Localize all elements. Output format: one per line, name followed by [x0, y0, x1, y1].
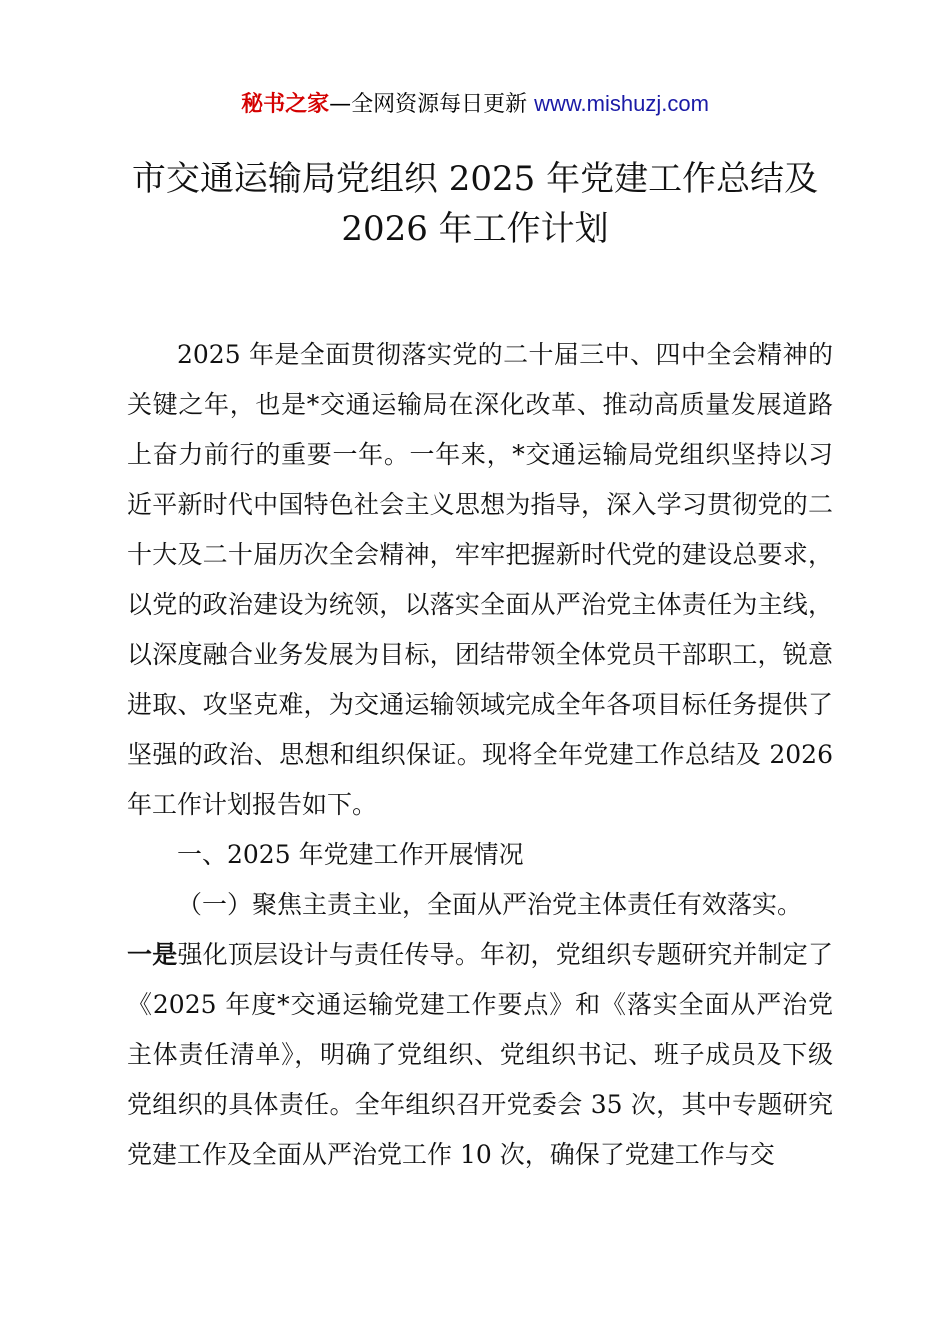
document-title [100, 154, 850, 254]
document-body [127, 330, 833, 1180]
brand-name: 秘书之家 [241, 92, 330, 117]
subsection-heading: （一）聚焦主责主业，全面从严治党主体责任有效落实。 [177, 890, 803, 919]
title-line-1: 市交通运输局党组织 2025 年党建工作总结及 [131, 159, 819, 199]
site-header [0, 88, 950, 121]
site-url-link[interactable]: www.mishuzj.com [534, 91, 709, 116]
title-line-2: 2026 年工作计划 [341, 209, 609, 249]
item-lead: 一是 [127, 940, 178, 969]
header-tagline: —全网资源每日更新 [329, 92, 535, 117]
intro-paragraph: 2025 年是全面贯彻落实党的二十届三中、四中全会精神的关键之年，也是*交通运输局在深化改革、推动高质量发展道路上奋力前行的重要一年。一年来，*交通运输局党组织坚持以习近平新时代中国特色社会主义思想为指导，深入学习贯彻党的二十大及二十届历次全会精神，牢牢把握新时代党的建设总要求，以党的政治建设为统领，以落实全面从严治党主体责任为主线，以深度融合业务发展为目标，团结带领全体党员干部职工，锐意进取、攻坚克难，为交通运输领域完成全年各项目标任务提供了坚强的政治、思想和组织保证。现将全年党建工作总结及 2026 年工作计划报告如下。 [127, 340, 833, 819]
item-paragraph [127, 930, 833, 1180]
item-text: 强化顶层设计与责任传导。年初，党组织专题研究并制定了《2025 年度*交通运输党建工作要点》和《落实全面从严治党主体责任清单》，明确了党组织、党组织书记、班子成员及下级党组织的具体责任。全年组织召开党委会 35 次，其中专题研究党建工作及全面从严治党工作 10 次，确保了党建工作与交 [127, 940, 833, 1169]
section-heading: 一、2025 年党建工作开展情况 [177, 840, 524, 869]
